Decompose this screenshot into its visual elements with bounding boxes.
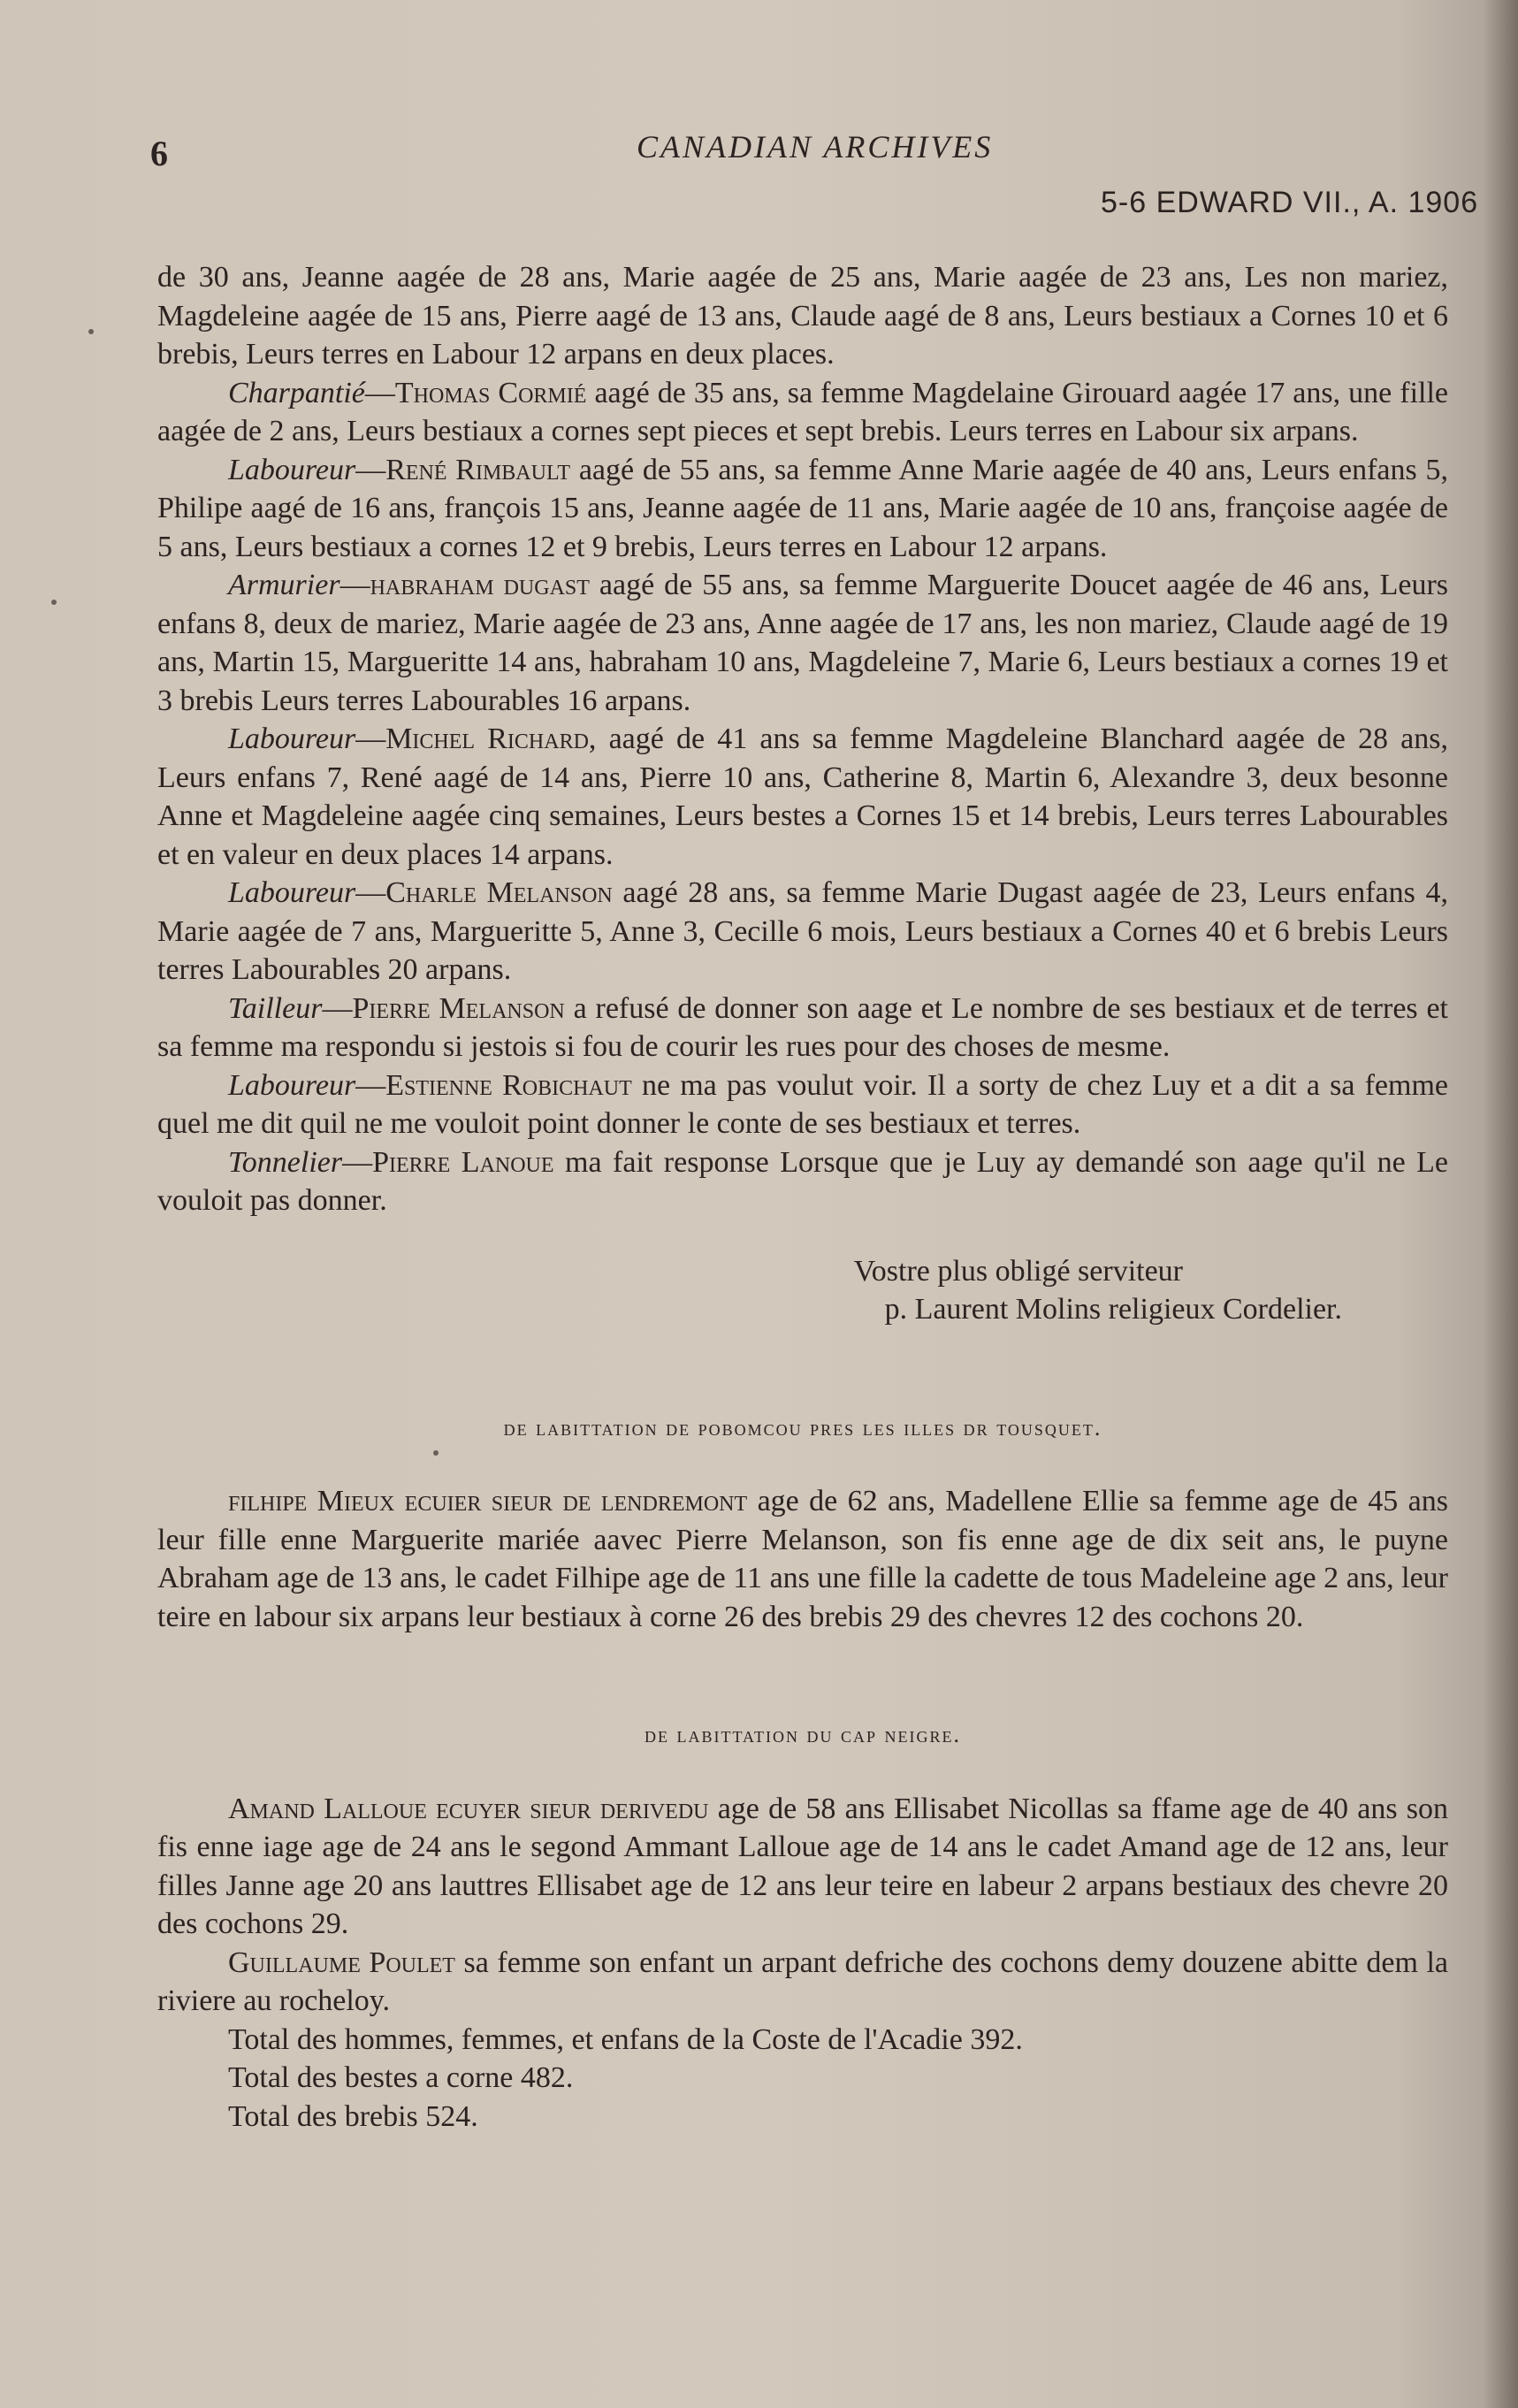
total-line: Total des hommes, femmes, et enfans de la Coste de l'Acadie 392. xyxy=(228,2022,1023,2056)
entry-trade: Tonnelier xyxy=(228,1145,343,1179)
entry-text: aagé 28 ans, sa femme Marie Dugast aagée de 23, Leurs enfans 4, Marie aagée de 7 ans, Margueritte 5, Anne 3, Cecille 6 mois, Leurs bestiaux a Cornes 40 et 6 brebis Leurs terres Labourables 20 arpans. xyxy=(157,876,1448,986)
entry-text: sa femme son enfant un arpant defriche des cochons demy douzene abitte dem la riviere au rocheloy. xyxy=(157,1946,1449,2017)
entry-name: Charle Melanson xyxy=(385,876,613,909)
document-body xyxy=(157,258,1448,2136)
entry-trade: Charpantié xyxy=(228,376,365,409)
entry-trade: Armurier xyxy=(228,569,340,601)
total-line: Total des bestes a corne 482. xyxy=(228,2061,574,2094)
entry-text: age de 62 ans, Madellene Ellie sa femme age de 45 ans leur fille enne Marguerite mariée aavec Pierre Melanson, son fis enne age de dix seit ans, le puyne Abraham age de 13 ans, le cadet Filhipe age de 11 ans une fille la cadette de tous Madeleine age 2 ans, leur teire en labour six arpans leur bestiaux à corne 26 des brebis 29 des chevres 12 des cochons 20. xyxy=(157,1485,1449,1633)
entry-text: aagé de 55 ans, sa femme Marguerite Doucet aagée de 46 ans, Leurs enfans 8, deux de mariez, Marie aagée de 23 ans, Anne aagée de 17 ans, les non mariez, Claude aagé de 19 ans, Martin 15, Margueritte 14 ans, habraham 10 ans, Magdeleine 7, Marie 6, Leurs bestiaux a cornes 19 et 3 brebis Leurs terres Labourables 16 arpans. xyxy=(157,569,1449,717)
entry-name: Thomas Cormié xyxy=(394,376,587,409)
section-heading: de labittation de pobomcou pres les illes dr tousquet. xyxy=(503,1414,1102,1441)
entry-text: ma fait response Lorsque que je Luy ay demandé son aage qu'il ne Le vouloit pas donner. xyxy=(157,1145,1448,1217)
entry-trade: Laboureur xyxy=(228,876,356,909)
census-entry: Laboureur—Charle Melanson aagé 28 ans, sa femme Marie Dugast aagée de 23, Leurs enfans 4, Marie aagée de 7 ans, Margueritte 5, Anne 3, Cecille 6 mois, Leurs bestiaux a Cornes 40 et 6 brebis Leurs terres Labourables 20 arpans. xyxy=(157,876,1448,986)
entry-name: René Rimbault xyxy=(385,453,571,486)
entry-text: aagé de 41 ans sa femme Magdeleine Blanchard aagée de 28 ans, Leurs enfans 7, René aagé de 14 ans, Pierre 10 ans, Catherine 8, Martin 6, Alexandre 3, deux besonne Anne et Magdeleine aagée cinq semaines, Leurs bestes a Cornes 15 et 14 brebis, Leurs terres Labourables et en valeur en deux places 14 arpans. xyxy=(157,722,1448,871)
signature-name: p. Laurent Molins religieux Cordelier. xyxy=(884,1293,1342,1326)
signature-closing: Vostre plus obligé serviteur xyxy=(853,1254,1183,1288)
census-entry: Armurier—habraham dugast aagé de 55 ans, sa femme Marguerite Doucet aagée de 46 ans, Leurs enfans 8, deux de mariez, Marie aagée de 23 ans, Anne aagée de 17 ans, les non mariez, Claude aagé de 19 ans, Martin 15, Margueritte 14 ans, habraham 10 ans, Magdeleine 7, Marie 6, Leurs bestiaux a cornes 19 et 3 brebis Leurs terres Labourables 16 arpans. xyxy=(157,569,1449,717)
entry-text: ne ma pas voulut voir. Il a sorty de chez Luy et a dit a sa femme quel me dit quil ne me vouloit point donner le conte de ses bestiaux et terres. xyxy=(157,1068,1448,1140)
page-number: 6 xyxy=(150,134,168,173)
entry-name: Amand Lalloue ecuyer sieur derivedu xyxy=(228,1792,709,1825)
running-title: CANADIAN ARCHIVES xyxy=(637,129,994,164)
census-entry xyxy=(157,1790,1448,1944)
entry-name: Pierre Melanson xyxy=(352,991,565,1025)
census-entry: Laboureur—Michel Richard, aagé de 41 ans sa femme Magdeleine Blanchard aagée de 28 ans, Leurs enfans 7, René aagé de 14 ans, Pierre 10 ans, Catherine 8, Martin 6, Alexandre 3, deux besonne Anne et Magdeleine aagée cinq semaines, Leurs bestes a Cornes 15 et 14 brebis, Leurs terres Labourables et en valeur en deux places 14 arpans. xyxy=(157,722,1448,871)
entry-text: age de 58 ans Ellisabet Nicollas sa ffame age de 40 ans son fis enne iage age de 24 ans le segond Ammant Lalloue age de 14 ans le cadet Amand age de 12 ans, leur filles Janne age 20 ans lauttres Ellisabet age de 12 ans leur teire en labeur 2 arpans bestiaux des chevre 20 des cochons 29. xyxy=(157,1792,1448,1940)
entry-name: Michel Richard, xyxy=(385,722,597,755)
entry-name: Pierre Lanoue xyxy=(372,1145,554,1179)
census-entry: Laboureur—Estienne Robichaut ne ma pas voulut voir. Il a sorty de chez Luy et a dit a sa femme quel me dit quil ne me vouloit point donner le conte de ses bestiaux et terres. xyxy=(157,1068,1448,1140)
signature-block xyxy=(157,1252,1342,1329)
paper-speck xyxy=(51,600,57,605)
paper-speck xyxy=(88,329,94,334)
entry-trade: Tailleur xyxy=(228,991,323,1025)
entry-text: a refusé de donner son aage et Le nombre de ses bestiaux et de terres et sa femme ma respondu si jestois si fou de courir les rues pour des choses de mesme. xyxy=(157,991,1449,1063)
page-edge-shadow xyxy=(1483,0,1518,2408)
entry-name: Guillaume Poulet xyxy=(228,1946,455,1979)
census-entry: Laboureur—René Rimbault aagé de 55 ans, sa femme Anne Marie aagée de 40 ans, Leurs enfans 5, Philipe aagé de 16 ans, françois 15 ans, Jeanne aagée de 11 ans, Marie aagée de 10 ans, françoise aagée de 5 ans, Leurs bestiaux a cornes 12 et 9 brebis, Leurs terres en Labour 12 arpans. xyxy=(157,453,1448,563)
session-reference: 5-6 EDWARD VII., A. 1906 xyxy=(1101,186,1479,219)
section-heading: de labittation du cap neigre. xyxy=(644,1722,962,1747)
entry-text: aagé de 55 ans, sa femme Anne Marie aagée de 40 ans, Leurs enfans 5, Philipe aagé de 16 ans, françois 15 ans, Jeanne aagée de 11 ans, Marie aagée de 10 ans, françoise aagée de 5 ans, Leurs bestiaux a cornes 12 et 9 brebis, Leurs terres en Labour 12 arpans. xyxy=(157,453,1448,563)
entry-trade: Laboureur xyxy=(228,722,356,755)
census-entry: Charpantié—Thomas Cormié aagé de 35 ans, sa femme Magdelaine Girouard aagée 17 ans, une fille aagée de 2 ans, Leurs bestiaux a cornes sept pieces et sept brebis. Leurs terres en Labour six arpans. xyxy=(157,376,1449,447)
entry-trade: Laboureur xyxy=(228,453,356,486)
entry-trade: Laboureur xyxy=(228,1068,356,1102)
census-entry xyxy=(157,1482,1448,1636)
entry-name: Estienne Robichaut xyxy=(385,1068,632,1102)
total-line: Total des brebis 524. xyxy=(228,2099,478,2133)
census-entry xyxy=(157,1944,1448,2021)
entry-text: aagé de 35 ans, sa femme Magdelaine Girouard aagée 17 ans, une fille aagée de 2 ans, Leurs bestiaux a cornes sept pieces et sept brebis. Leurs terres en Labour six arpans. xyxy=(157,376,1449,447)
census-entry: Tailleur—Pierre Melanson a refusé de donner son aage et Le nombre de ses bestiaux et de terres et sa femme ma respondu si jestois si fou de courir les rues pour des choses de mesme. xyxy=(157,991,1449,1063)
entry-name: habraham dugast xyxy=(370,569,590,601)
intro-paragraph: de 30 ans, Jeanne aagée de 28 ans, Marie aagée de 25 ans, Marie aagée de 23 ans, Les non mariez, Magdeleine aagée de 15 ans, Pierre aagé de 13 ans, Claude aagé de 8 ans, Leurs bestiaux a Cornes 10 et 6 brebis, Leurs terres en Labour 12 arpans en deux places. xyxy=(157,261,1448,371)
census-entry: Tonnelier—Pierre Lanoue ma fait response Lorsque que je Luy ay demandé son aage qu'il ne Le vouloit pas donner. xyxy=(157,1145,1448,1217)
entry-name: filhipe Mieux ecuier sieur de lendremont xyxy=(228,1485,748,1517)
